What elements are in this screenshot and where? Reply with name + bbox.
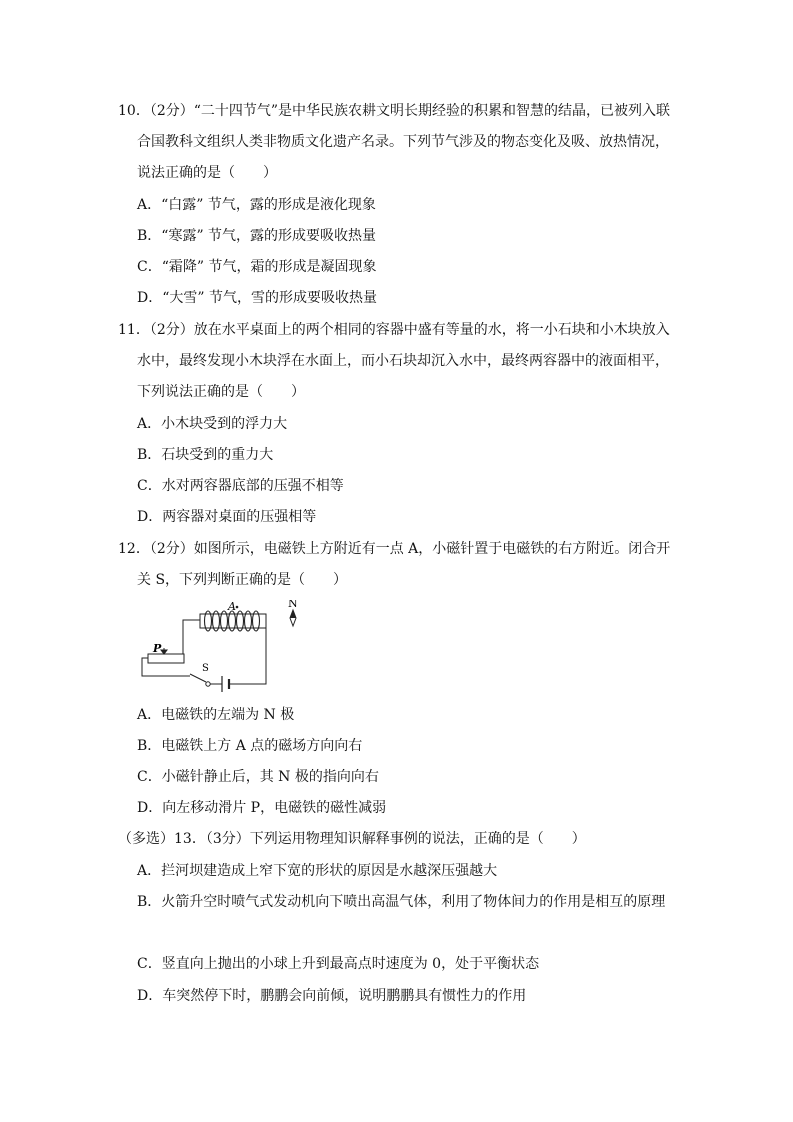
q10-stem-line-1: 10．（2分）“二十四节气”是中华民族农耕文明长期经验的积累和智慧的结晶，已被列入联 <box>118 103 671 119</box>
q12-option-b: B．电磁铁上方 A 点的磁场方向向右 <box>137 738 363 754</box>
compass-needle-icon <box>290 610 296 626</box>
battery-icon <box>222 676 229 692</box>
q10-stem-line-3: 说法正确的是（ ） <box>137 165 277 181</box>
point-a-dot <box>236 606 239 609</box>
q12-option-a: A．电磁铁的左端为 N 极 <box>137 707 295 723</box>
electromagnet-circuit-diagram <box>136 600 316 692</box>
q10-stem-line-2: 合国教科文组织人类非物质文化遗产名录。下列节气涉及的物态变化及吸、放热情况， <box>137 134 669 150</box>
label-north: N <box>288 600 298 610</box>
q10-option-c: C．“霜降” 节气，霜的形成是凝固现象 <box>137 259 377 275</box>
q13-option-d: D．车突然停下时，鹏鹏会向前倾，说明鹏鹏具有惯性力的作用 <box>137 988 527 1004</box>
switch-contact-icon <box>206 682 210 686</box>
q13-option-c: C．竖直向上抛出的小球上升到最高点时速度为 0，处于平衡状态 <box>137 956 540 972</box>
q11-option-d: D．两容器对桌面的压强相等 <box>137 509 317 525</box>
q10-option-a: A．“白露” 节气，露的形成是液化现象 <box>137 197 376 213</box>
q13-option-a: A．拦河坝建造成上窄下宽的形状的原因是水越深压强越大 <box>137 863 498 879</box>
rheostat-icon <box>148 654 184 663</box>
electromagnet-core <box>200 614 266 628</box>
q11-stem-line-2: 水中，最终发现小木块浮在水面上，而小石块却沉入水中，最终两容器中的液面相平， <box>137 353 669 369</box>
q11-option-a: A．小木块受到的浮力大 <box>137 416 288 432</box>
q10-option-d: D．“大雪” 节气，雪的形成要吸收热量 <box>137 290 377 306</box>
slider-p-icon <box>161 648 167 654</box>
q11-option-b: B．石块受到的重力大 <box>137 447 274 463</box>
q12-option-d: D．向左移动滑片 P，电磁铁的磁性减弱 <box>137 800 387 816</box>
label-switch-s: S <box>202 663 209 674</box>
q13-stem-line-1: （多选）13．（3分）下列运用物理知识解释事例的说法，正确的是（ ） <box>118 831 586 847</box>
label-slider-p: P <box>153 642 162 655</box>
q11-option-c: C．水对两容器底部的压强不相等 <box>137 478 344 494</box>
label-point-a: A <box>228 600 236 613</box>
q11-stem-line-1: 11．（2分）放在水平桌面上的两个相同的容器中盛有等量的水，将一小石块和小木块放入 <box>118 322 670 338</box>
q10-option-b: B．“寒露” 节气，露的形成要吸收热量 <box>137 228 377 244</box>
q13-option-b: B．火箭升空时喷气式发动机向下喷出高温气体，利用了物体间力的作用是相互的原理 <box>137 894 666 910</box>
q11-stem-line-3: 下列说法正确的是（ ） <box>137 384 305 400</box>
q12-stem-line-2: 关 S，下列判断正确的是（ ） <box>137 572 348 588</box>
q12-option-c: C．小磁针静止后，其 N 极的指向向右 <box>137 769 379 785</box>
q12-stem-line-1: 12．（2分）如图所示，电磁铁上方附近有一点 A，小磁针置于电磁铁的右方附近。闭合开 <box>118 541 671 557</box>
